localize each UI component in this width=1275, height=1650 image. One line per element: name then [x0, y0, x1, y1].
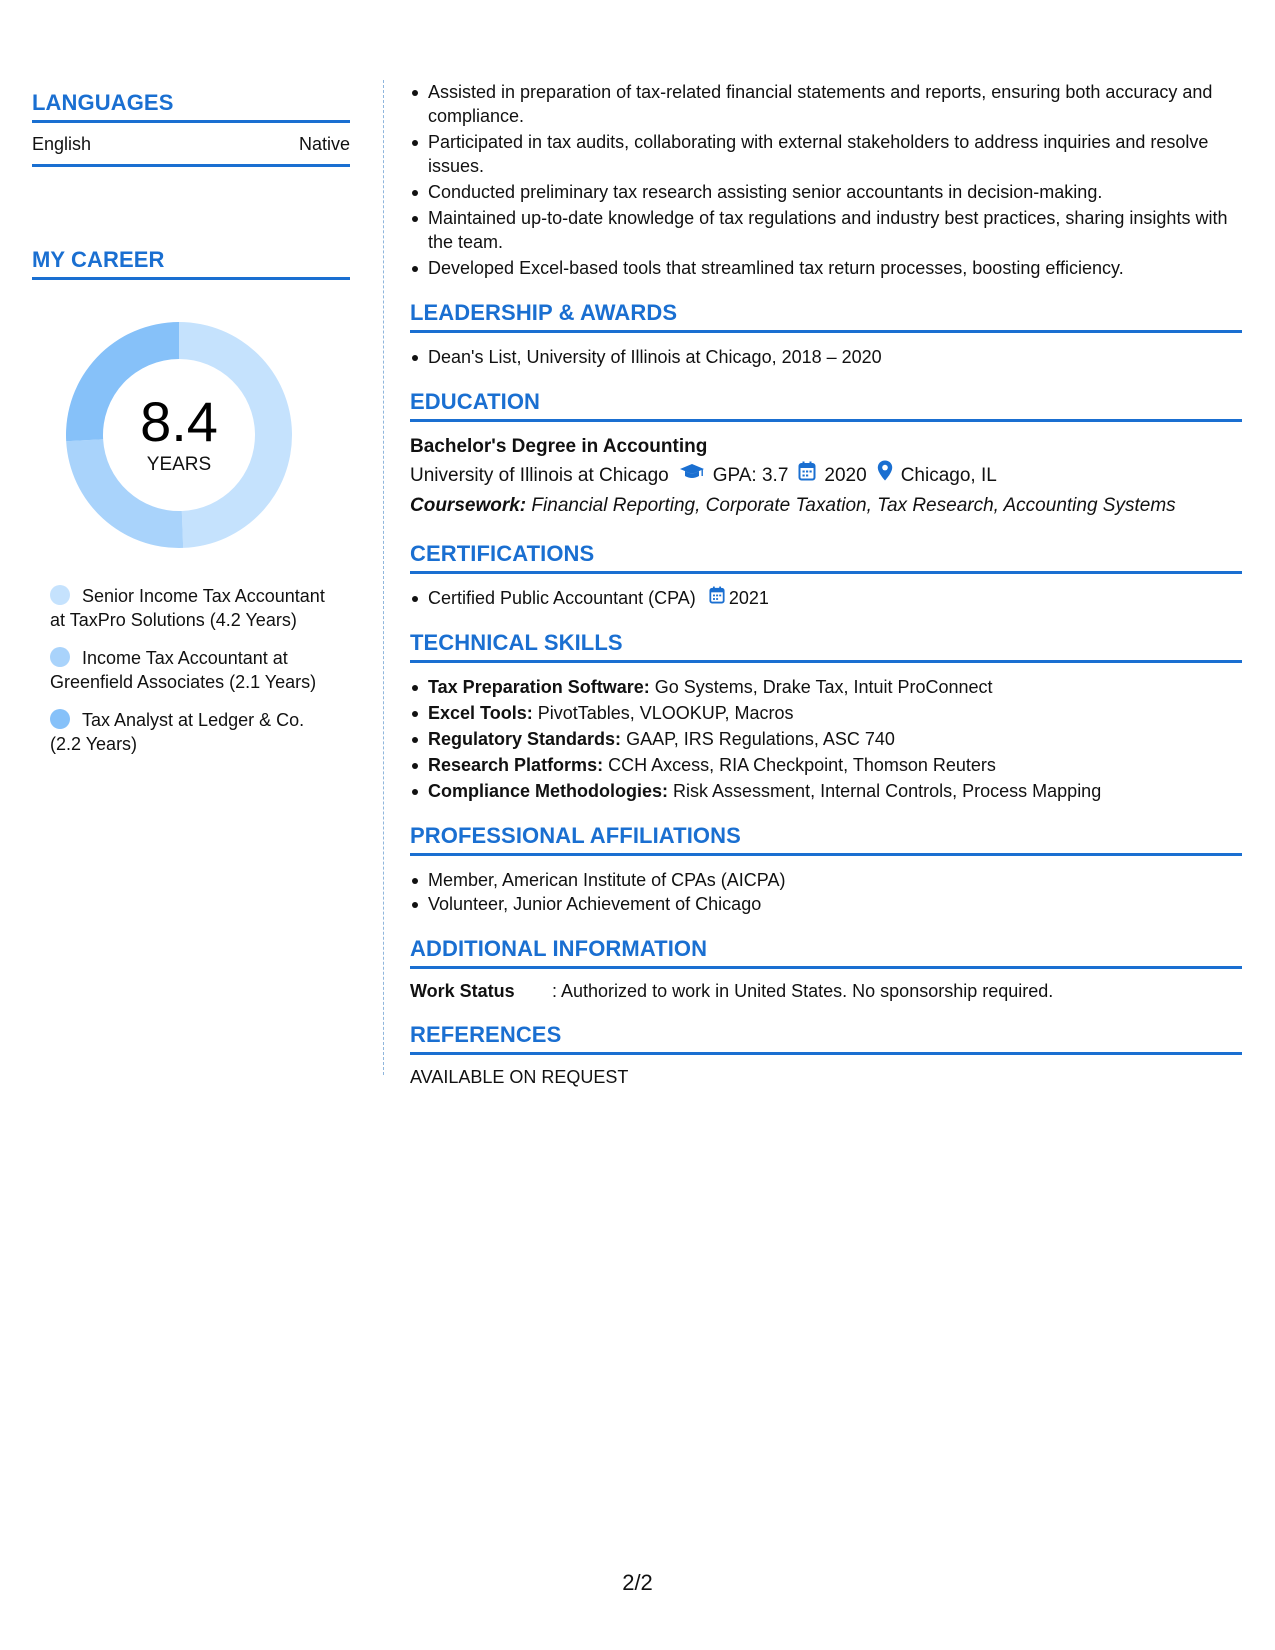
legend-dot	[50, 709, 70, 729]
coursework-value: Financial Reporting, Corporate Taxation, Tax Research, Accounting Systems	[531, 495, 1176, 516]
affiliations-title: PROFESSIONAL AFFILIATIONS	[410, 823, 1242, 856]
location-pin-icon	[877, 460, 893, 491]
skill-item	[410, 675, 1242, 699]
skill-item	[410, 779, 1242, 803]
education-gpa: GPA: 3.7	[712, 464, 789, 486]
education-school: University of Illinois at Chicago	[410, 464, 669, 486]
skills-title: TECHNICAL SKILLS	[410, 630, 1242, 663]
page-number: 2/2	[622, 1570, 653, 1595]
career-total-unit: YEARS	[146, 454, 212, 475]
donut-center	[64, 320, 294, 550]
additional-section	[410, 936, 1242, 1002]
skill-value: PivotTables, VLOOKUP, Macros	[537, 703, 794, 723]
calendar-icon	[798, 461, 816, 491]
experience-bullets	[410, 80, 1242, 280]
skill-item	[410, 727, 1242, 751]
legend-item	[50, 646, 330, 694]
affiliations-section	[410, 823, 1242, 916]
experience-bullet: Maintained up-to-date knowledge of tax regulations and industry best practices, sharing insights with the team.	[410, 206, 1242, 254]
left-column	[32, 90, 350, 770]
skill-value: CCH Axcess, RIA Checkpoint, Thomson Reuters	[608, 755, 996, 775]
skill-value: GAAP, IRS Regulations, ASC 740	[626, 729, 895, 749]
education-degree: Bachelor's Degree in Accounting	[410, 436, 708, 457]
work-status-row	[410, 981, 1242, 1002]
calendar-icon	[709, 586, 729, 610]
legend-item	[50, 584, 330, 632]
education-section	[410, 389, 1242, 521]
leadership-section	[410, 300, 1242, 369]
work-status-label: Work Status	[410, 981, 515, 1001]
experience-bullet: Conducted preliminary tax research assisting senior accountants in decision-making.	[410, 180, 1242, 204]
education-coursework	[410, 491, 1242, 521]
affiliation-item: Volunteer, Junior Achievement of Chicago	[410, 892, 1242, 916]
language-name: English	[32, 134, 92, 154]
language-row	[32, 123, 350, 167]
skills-section	[410, 630, 1242, 803]
certification-name: Certified Public Accountant (CPA)	[428, 588, 696, 608]
skill-label: Compliance Methodologies:	[428, 781, 669, 801]
additional-title: ADDITIONAL INFORMATION	[410, 936, 1242, 969]
work-status-value: : Authorized to work in United States. No sponsorship required.	[552, 981, 1054, 1001]
skill-label: Excel Tools:	[428, 703, 533, 723]
leadership-item: Dean's List, University of Illinois at Chicago, 2018 – 2020	[410, 345, 1242, 369]
education-details	[410, 460, 1242, 491]
legend-dot	[50, 585, 70, 605]
references-section	[410, 1022, 1242, 1088]
career-legend	[50, 584, 330, 756]
column-divider	[383, 80, 384, 1075]
right-column	[410, 80, 1242, 1088]
skill-value: Risk Assessment, Internal Controls, Process Mapping	[673, 781, 1102, 801]
certification-date	[709, 586, 769, 610]
certification-year: 2021	[728, 588, 769, 608]
legend-item	[50, 708, 330, 756]
legend-label: Senior Income Tax Accountant at TaxPro Solutions (4.2 Years)	[50, 586, 325, 630]
coursework-label: Coursework:	[410, 495, 527, 516]
languages-title: LANGUAGES	[32, 90, 350, 123]
education-title: EDUCATION	[410, 389, 1242, 422]
experience-bullet: Assisted in preparation of tax-related financial statements and reports, ensuring both accuracy and compliance.	[410, 80, 1242, 128]
legend-label: Income Tax Accountant at Greenfield Associates (2.1 Years)	[50, 648, 317, 692]
skill-label: Regulatory Standards:	[428, 729, 622, 749]
skill-item	[410, 701, 1242, 725]
education-location: Chicago, IL	[900, 464, 997, 486]
legend-label: Tax Analyst at Ledger & Co. (2.2 Years)	[50, 710, 305, 754]
skill-label: Tax Preparation Software:	[428, 677, 650, 697]
language-level: Native	[298, 134, 350, 154]
experience-bullet: Developed Excel-based tools that streamlined tax return processes, boosting efficiency.	[410, 256, 1242, 280]
career-title: MY CAREER	[32, 247, 350, 280]
skill-label: Research Platforms:	[428, 755, 604, 775]
skill-value: Go Systems, Drake Tax, Intuit ProConnect	[654, 677, 993, 697]
affiliation-item: Member, American Institute of CPAs (AICPA)	[410, 868, 1242, 892]
skill-item	[410, 753, 1242, 777]
certifications-section	[410, 541, 1242, 610]
experience-bullet: Participated in tax audits, collaborating with external stakeholders to address inquiries and resolve issues.	[410, 130, 1242, 178]
certifications-title: CERTIFICATIONS	[410, 541, 1242, 574]
certification-item	[410, 586, 1242, 610]
references-title: REFERENCES	[410, 1022, 1242, 1055]
leadership-title: LEADERSHIP & AWARDS	[410, 300, 1242, 333]
references-value: AVAILABLE ON REQUEST	[410, 1067, 629, 1087]
career-total-value: 8.4	[140, 390, 218, 453]
education-year: 2020	[824, 464, 867, 486]
legend-dot	[50, 647, 70, 667]
graduation-cap-icon	[679, 461, 705, 491]
career-donut-chart	[64, 320, 294, 550]
